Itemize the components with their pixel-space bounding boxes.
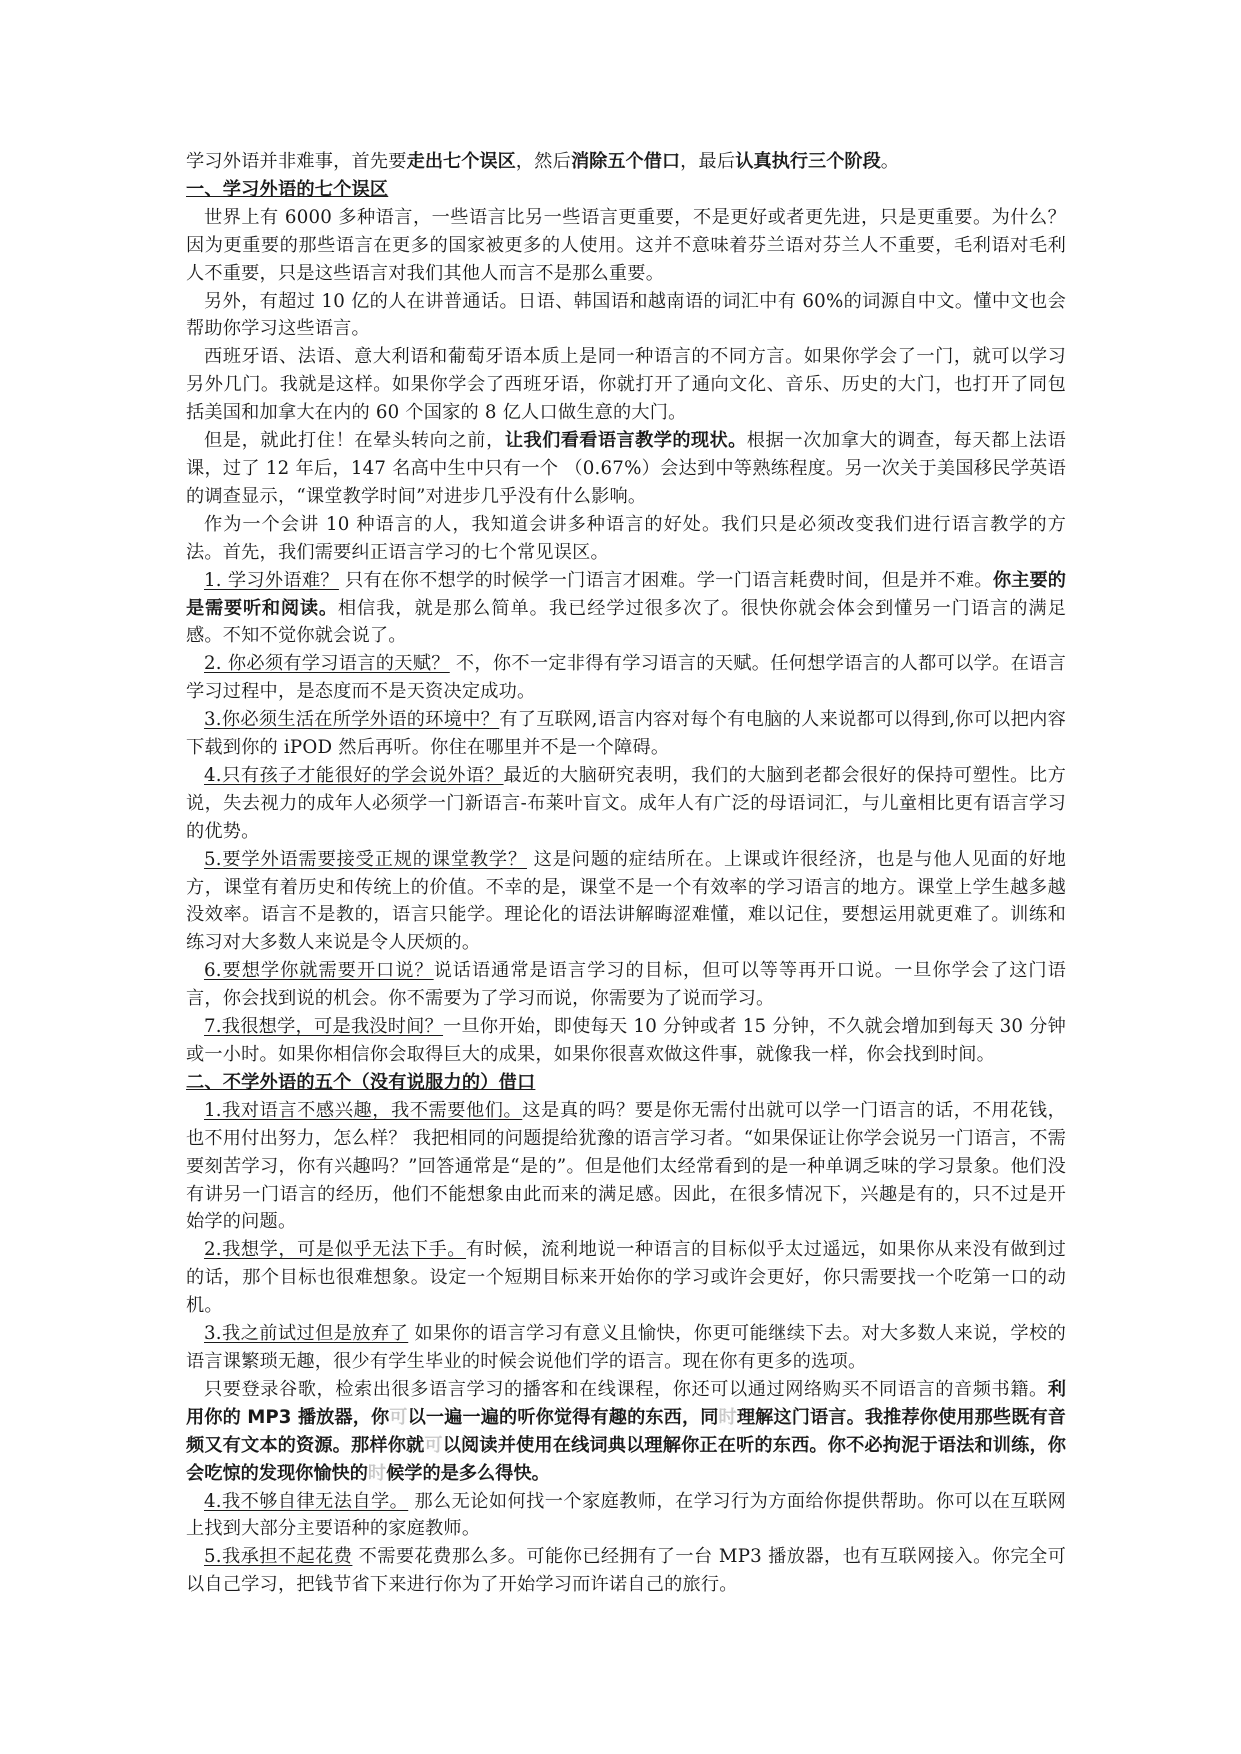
myth-question: 3.你必须生活在所学外语的环境中？ (204, 709, 500, 731)
paragraph-text: 根据一次加拿大的调查，每天都上法语课，过了 12 年后，147 名高中生中只有一个 （0.67%）会达到中等熟练程度。另一次关于美国移民学英语的调查显示，“课堂教学时间”对进步几乎没有什么影响。 (186, 430, 1066, 507)
paragraph: 另外，有超过 10 亿的人在讲普通话。日语、韩国语和越南语的词汇中有 60%的词源自中文。懂中文也会帮助你学习这些语言。 (186, 290, 1066, 340)
excuse-item-1 (186, 1097, 1066, 1237)
paragraph-text: 但是，就此打住！在晕头转向之前， (204, 430, 505, 452)
intro-text: 。 (880, 151, 900, 172)
excuse-item-5 (186, 1543, 1066, 1599)
myth-question: 2. 你必须有学习语言的天赋？ (204, 653, 450, 675)
excuse-item-2 (186, 1236, 1066, 1320)
myth-answer: 一旦你开始，即使每天 10 分钟或者 15 分钟，不久就会增加到每天 30 分钟或一小时。如果你相信你会取得巨大的成果，如果你很喜欢做这件事，就像我一样，你会找到时间。 (186, 1016, 1066, 1065)
myth-answer: 最近的大脑研究表明，我们的大脑到老都会很好的保持可塑性。比方说，失去视力的成年人必须学一门新语言-布莱叶盲文。成年人有广泛的母语词汇，与儿童相比更有语言学习的优势。 (186, 764, 1066, 842)
intro-text: 学习外语并非难事，首先要 (186, 151, 407, 172)
paragraph-bold-text: 以一遍一遍的听你觉得有趣的东西，同 (407, 1406, 719, 1428)
paragraph (186, 427, 1066, 511)
myth-item-3 (186, 706, 1066, 762)
excuse-question: 5.我承担不起花费 (204, 1546, 353, 1568)
excuse-question: 3.我之前试过但是放弃了 (204, 1323, 409, 1345)
section-1-heading: 一、学习外语的七个误区 (186, 178, 389, 200)
myth-item-2 (186, 650, 1066, 706)
paragraph-text: 只要登录谷歌，检索出很多语言学习的播客和在线课程，你还可以通过网络购买不同语言的音频书籍。 (204, 1378, 1048, 1400)
excuse-item-4 (186, 1488, 1066, 1544)
paragraph: 作为一个会讲 10 种语言的人，我知道会讲多种语言的好处。我们只是必须改变我们进行语言教学的方法。首先，我们需要纠正语言学习的七个常见误区。 (186, 513, 1066, 563)
faded-character: 时 (718, 1406, 737, 1428)
intro-bold-1: 走出七个误区 (406, 151, 516, 172)
intro-text: ，然后 (515, 151, 571, 172)
document-page (186, 148, 1066, 1599)
myth-question: 1. 学习外语难？ (204, 569, 339, 591)
myth-item-4 (186, 762, 1066, 846)
resources-paragraph (186, 1376, 1066, 1488)
intro-bold-2: 消除五个借口 (570, 151, 681, 172)
section-2-heading: 二、不学外语的五个（没有说服力的）借口 (186, 1071, 536, 1093)
excuse-question: 4.我不够自律无法自学。 (204, 1490, 409, 1512)
intro-bold-3: 认真执行三个阶段 (735, 151, 881, 172)
paragraph: 世界上有 6000 多种语言，一些语言比另一些语言更重要，不是更好或者更先进，只是更重要。为什么？因为更重要的那些语言在更多的国家被更多的人使用。这并不意味着芬兰语对芬兰人不重要，毛利语对毛利人不重要，只是这些语言对我们其他人而言不是那么重要。 (186, 206, 1066, 284)
excuse-answer: 有时候，流利地说一种语言的目标似乎太过遥远，如果你从来没有做到过的话，那个目标也很难想象。设定一个短期目标来开始你的学习或许会更好，你只需要找一个吃第一口的动机。 (186, 1239, 1067, 1317)
excuse-item-3 (186, 1320, 1066, 1376)
myth-question: 7.我很想学，可是我没时间？ (204, 1016, 444, 1038)
myth-answer-bold: 你主要的是需要听和阅读。 (186, 569, 1066, 619)
excuse-answer: 不需要花费那么多。可能你已经拥有了一台 MP3 播放器，也有互联网接入。你完全可以自己学习，把钱节省下来进行你为了开始学习而许诺自己的旅行。 (186, 1546, 1067, 1596)
myth-answer: 这是问题的症结所在。上课或许很经济，也是与他人见面的好地方，课堂有着历史和传统上的价值。不幸的是，课堂不是一个有效率的学习语言的地方。课堂上学生越多越没效率。语言不是教的，语言只能学。理论化的语法讲解晦涩难懂，难以记住，要想运用就更难了。训练和练习对大多数人来说是令人厌烦的。 (186, 848, 1066, 954)
myth-question: 4.只有孩子才能很好的学会说外语？ (204, 764, 504, 786)
paragraph: 西班牙语、法语、意大利语和葡萄牙语本质上是同一种语言的不同方言。如果你学会了一门，就可以学习另外几门。我就是这样。如果你学会了西班牙语，你就打开了通向文化、音乐、历史的大门，也打开了同包括美国和加拿大在内的 60 个国家的 8 亿人口做生意的大门。 (186, 346, 1066, 424)
myth-item-5 (186, 846, 1066, 958)
myth-answer: 有了互联网,语言内容对每个有电脑的人来说都可以得到,你可以把内容下载到你的 iPOD 然后再听。你住在哪里并不是一个障碍。 (186, 709, 1066, 759)
myth-item-1 (186, 567, 1066, 651)
faded-character: 可 (389, 1406, 408, 1428)
intro-paragraph (186, 148, 1066, 176)
myth-item-6 (186, 957, 1066, 1013)
myth-answer: 不，你不一定非得有学习语言的天赋。任何想学语言的人都可以学。在语言学习过程中，是态度而不是天资决定成功。 (186, 653, 1066, 703)
paragraph-bold: 让我们看看语言教学的现状。 (504, 430, 747, 452)
myth-question: 5.要学外语需要接受正规的课堂教学？ (204, 848, 527, 870)
paragraph-bold-text: 利用你的 MP3 播放器，你 (186, 1378, 1066, 1428)
myth-answer: 只有在你不想学的时候学一门语言才困难。学一门语言耗费时间，但是并不难。 (345, 569, 993, 591)
paragraph-bold-text: 候学的是多么得快。 (386, 1462, 550, 1484)
paragraph-bold-text: 以阅读并使用在线词典以理解你正在听的东西。你不必拘泥于语法和训练，你会吃惊的发现你愉快的 (186, 1434, 1066, 1484)
excuse-answer: 那么无论如何找一个家庭教师，在学习行为方面给你提供帮助。你可以在互联网上找到大部分主要语种的家庭教师。 (186, 1490, 1066, 1540)
myth-item-7 (186, 1013, 1066, 1069)
intro-text: ，最后 (680, 151, 736, 172)
myth-answer: 说话语通常是语言学习的目标，但可以等等再开口说。一旦你学会了这门语言，你会找到说的机会。你不需要为了学习而说，你需要为了说而学习。 (186, 960, 1067, 1010)
faded-character: 可 (424, 1434, 443, 1456)
faded-character: 时 (367, 1462, 387, 1484)
myth-question: 6.要想学你就需要开口说？ (204, 960, 434, 982)
excuse-question: 1.我对语言不感兴趣，我不需要他们。 (204, 1099, 523, 1121)
excuse-answer: 这是真的吗？要是你无需付出就可以学一门语言的话，不用花钱，也不用付出努力，怎么样？ 我把相同的问题提给犹豫的语言学习者。“如果保证让你学会说另一门语言，不需要刻苦学习，你有兴趣吗？”回答通常是“是的”。但是他们太经常看到的是一种单调乏味的学习景象。他们没有讲另一门语言的经历，他们不能想象由此而来的满足感。因此，在很多情况下，兴趣是有的，只不过是开始学的问题。 (186, 1099, 1066, 1233)
excuse-question: 2.我想学，可是似乎无法下手。 (204, 1239, 467, 1261)
paragraph-bold-text: 理解这门语言。我推荐你使用那些既有音频又有文本的资源。那样你就 (186, 1406, 1066, 1456)
excuse-answer: 如果你的语言学习有意义且愉快，你更可能继续下去。对大多数人来说，学校的语言课繁琐无趣，很少有学生毕业的时候会说他们学的语言。现在你有更多的选项。 (186, 1323, 1066, 1372)
myth-answer: 相信我，就是那么简单。我已经学过很多次了。很快你就会体会到懂另一门语言的满足感。不知不觉你就会说了。 (186, 597, 1066, 647)
